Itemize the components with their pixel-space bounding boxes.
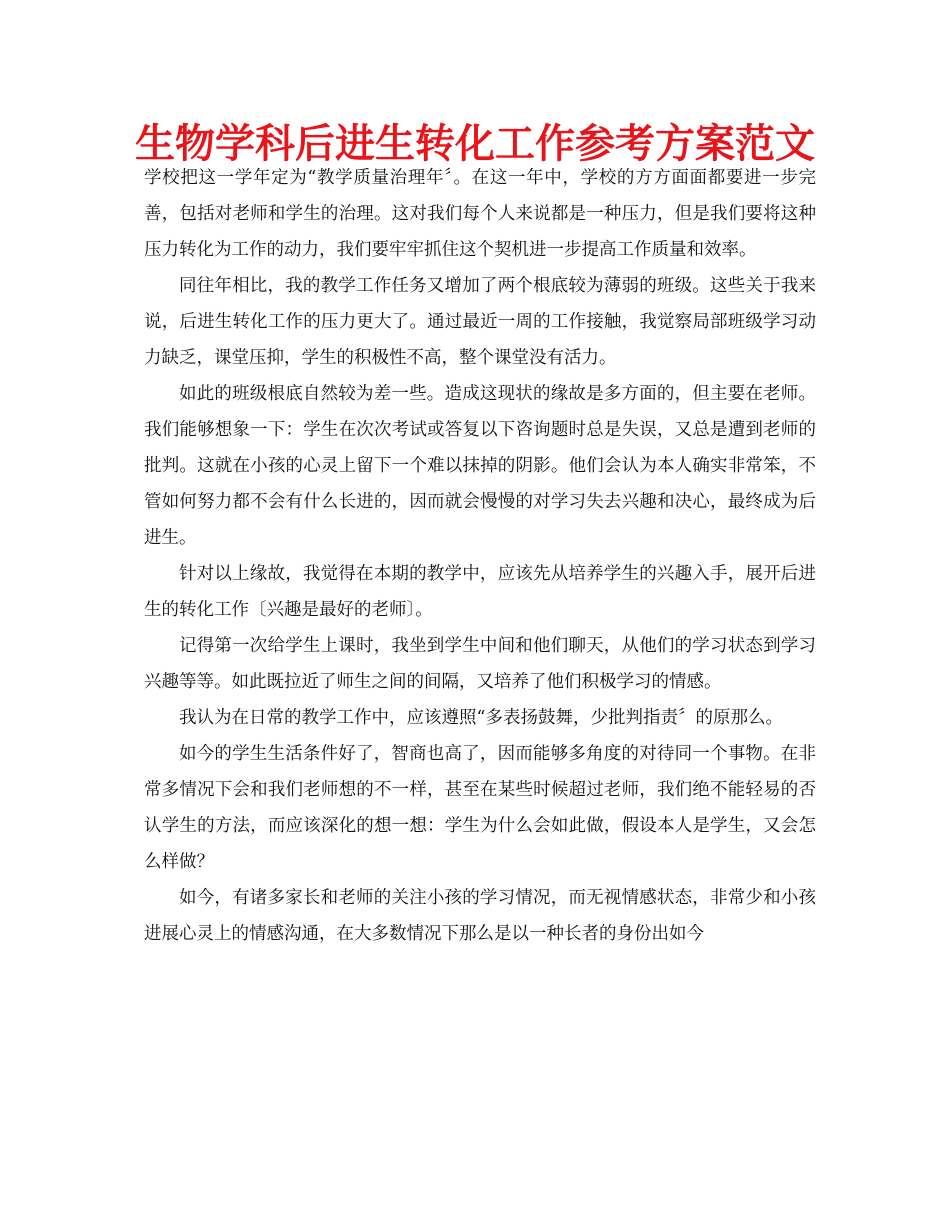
paragraph-5: 记得第一次给学生上课时，我坐到学生中间和他们聊天，从他们的学习状态到学习兴趣等等。如此既拉近了师生之间的间隔，又培养了他们积极学习的情感。 [144, 636, 816, 692]
paragraph-1: 学校把这一学年定为“教学质量治理年〞。在这一年中，学校的方方面面都要进一步完善，包括对老师和学生的治理。这对我们每个人来说都是一种压力，但是我们要将这种压力转化为工作的动力，我们要牢牢抓住这个契机进一步提高工作质量和效率。 [144, 168, 816, 260]
paragraph-8: 如今，有诸多家长和老师的关注小孩的学习情况，而无视情感状态，非常少和小孩进展心灵上的情感沟通，在大多数情况下那么是以一种长者的身份出如今 [144, 888, 816, 944]
paragraph-6: 我认为在日常的教学工作中，应该遵照“多表扬鼓舞，少批判指责〞的原那么。 [179, 708, 783, 728]
paragraph-7: 如今的学生生活条件好了，智商也高了，因而能够多角度的对待同一个事物。在非常多情况下会和我们老师想的不一样，甚至在某些时候超过老师，我们绝不能轻易的否认学生的方法，而应该深化的想一想：学生为什么会如此做，假设本人是学生，又会怎么样做？ [144, 744, 816, 872]
paragraph-3: 如此的班级根底自然较为差一些。造成这现状的缘故是多方面的，但主要在老师。我们能够想象一下：学生在次次考试或答复以下咨询题时总是失误，又总是遭到老师的批判。这就在小孩的心灵上留下一个难以抹掉的阴影。他们会认为本人确实非常笨，不管如何努力都不会有什么长进的，因而就会慢慢的对学习失去兴趣和决心，最终成为后进生。 [144, 384, 816, 548]
document-body [144, 160, 816, 952]
paragraph-4: 针对以上缘故，我觉得在本期的教学中，应该先从培养学生的兴趣入手，展开后进生的转化工作〔兴趣是最好的老师〕。 [144, 564, 816, 620]
document-title: 生物学科后进生转化工作参考方案范文 [135, 121, 815, 167]
paragraph-2: 同往年相比，我的教学工作任务又增加了两个根底较为薄弱的班级。这些关于我来说，后进生转化工作的压力更大了。通过最近一周的工作接触，我觉察局部班级学习动力缺乏，课堂压抑，学生的积极性不高，整个课堂没有活力。 [144, 276, 816, 368]
